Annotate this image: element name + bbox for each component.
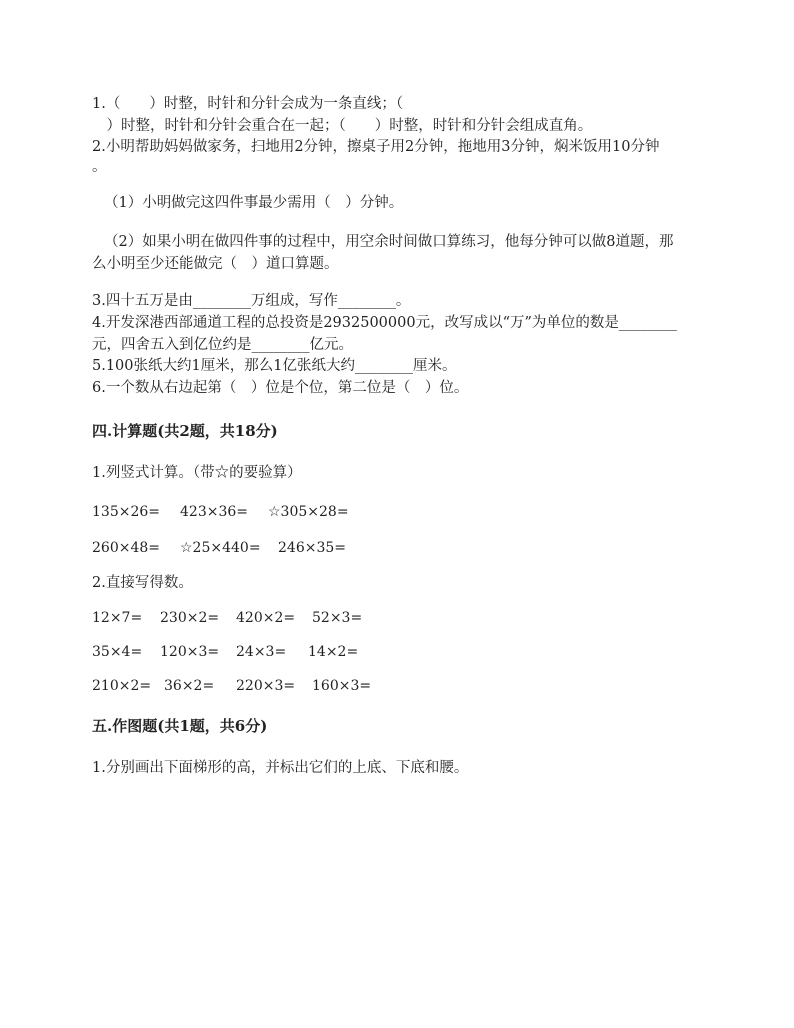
oral-item: 24×3=	[236, 644, 287, 660]
question-3-1-line-2: ）时整，时针和分针会重合在一起；（ ）时整，时针和分针会组成直角。	[92, 118, 593, 134]
oral-item: 14×2=	[308, 644, 359, 660]
oral-item: 230×2=	[160, 610, 220, 626]
question-3-1-line-1: 1.（ ）时整，时针和分针会成为一条直线；（	[92, 96, 404, 112]
oral-item: 36×2=	[164, 678, 215, 694]
section-5-heading: 五.作图题(共1题，共6分)	[92, 717, 268, 735]
question-3-2-line-1: 2.小明帮助妈妈做家务，扫地用2分钟，擦桌子用2分钟，拖地用3分钟，焖米饭用10分钟	[92, 139, 660, 155]
oral-item: 220×3=	[236, 678, 296, 694]
oral-item: 160×3=	[312, 678, 372, 694]
question-3-4-line-1: 4.开发深港西部通道工程的总投资是2932500000元，改写成以“万”为单位的数是________	[92, 315, 677, 331]
calc-item: 423×36=	[180, 504, 248, 520]
calc-item: 135×26=	[92, 504, 160, 520]
oral-row-3	[92, 676, 371, 696]
calc-row-1	[92, 502, 349, 522]
question-3-5: 5.100张纸大约1厘米，那么1亿张纸大约________厘米。	[92, 358, 457, 374]
question-3-6: 6.一个数从右边起第（ ）位是个位，第二位是（ ）位。	[92, 380, 469, 396]
oral-item: 12×7=	[92, 610, 143, 626]
question-3-2-sub-2-line-1: （2）如果小明在做四件事的过程中，用空余时间做口算练习，他每分钟可以做8道题，那	[104, 234, 674, 250]
oral-item: 120×3=	[160, 644, 220, 660]
oral-item: 420×2=	[236, 610, 296, 626]
calc-item: 260×48=	[92, 540, 160, 556]
oral-row-2	[92, 642, 358, 662]
calc-item: ☆25×440=	[180, 540, 261, 556]
calc-item: ☆305×28=	[268, 504, 349, 520]
calc-row-2	[92, 538, 346, 558]
question-3-3: 3.四十五万是由________万组成，写作________。	[92, 293, 411, 309]
section-4-q1-title: 1.列竖式计算。（带☆的要验算）	[92, 465, 302, 481]
oral-item: 52×3=	[312, 610, 363, 626]
question-3-2-sub-2-line-2: 么小明至少还能做完（ ）道口算题。	[92, 256, 339, 272]
section-5-q1: 1.分别画出下面梯形的高，并标出它们的上底、下底和腰。	[92, 760, 469, 776]
section-4-heading: 四.计算题(共2题，共18分)	[92, 422, 278, 440]
oral-item: 35×4=	[92, 644, 143, 660]
question-3-2-line-2: 。	[92, 159, 107, 175]
question-3-4-line-2: 元，四舍五入到亿位约是________亿元。	[92, 337, 353, 353]
section-4-q2-title: 2.直接写得数。	[92, 575, 193, 591]
oral-item: 210×2=	[92, 678, 152, 694]
calc-item: 246×35=	[278, 540, 346, 556]
question-3-2-sub-1: （1）小明做完这四件事最少需用（ ）分钟。	[104, 195, 404, 211]
oral-row-1	[92, 608, 362, 628]
